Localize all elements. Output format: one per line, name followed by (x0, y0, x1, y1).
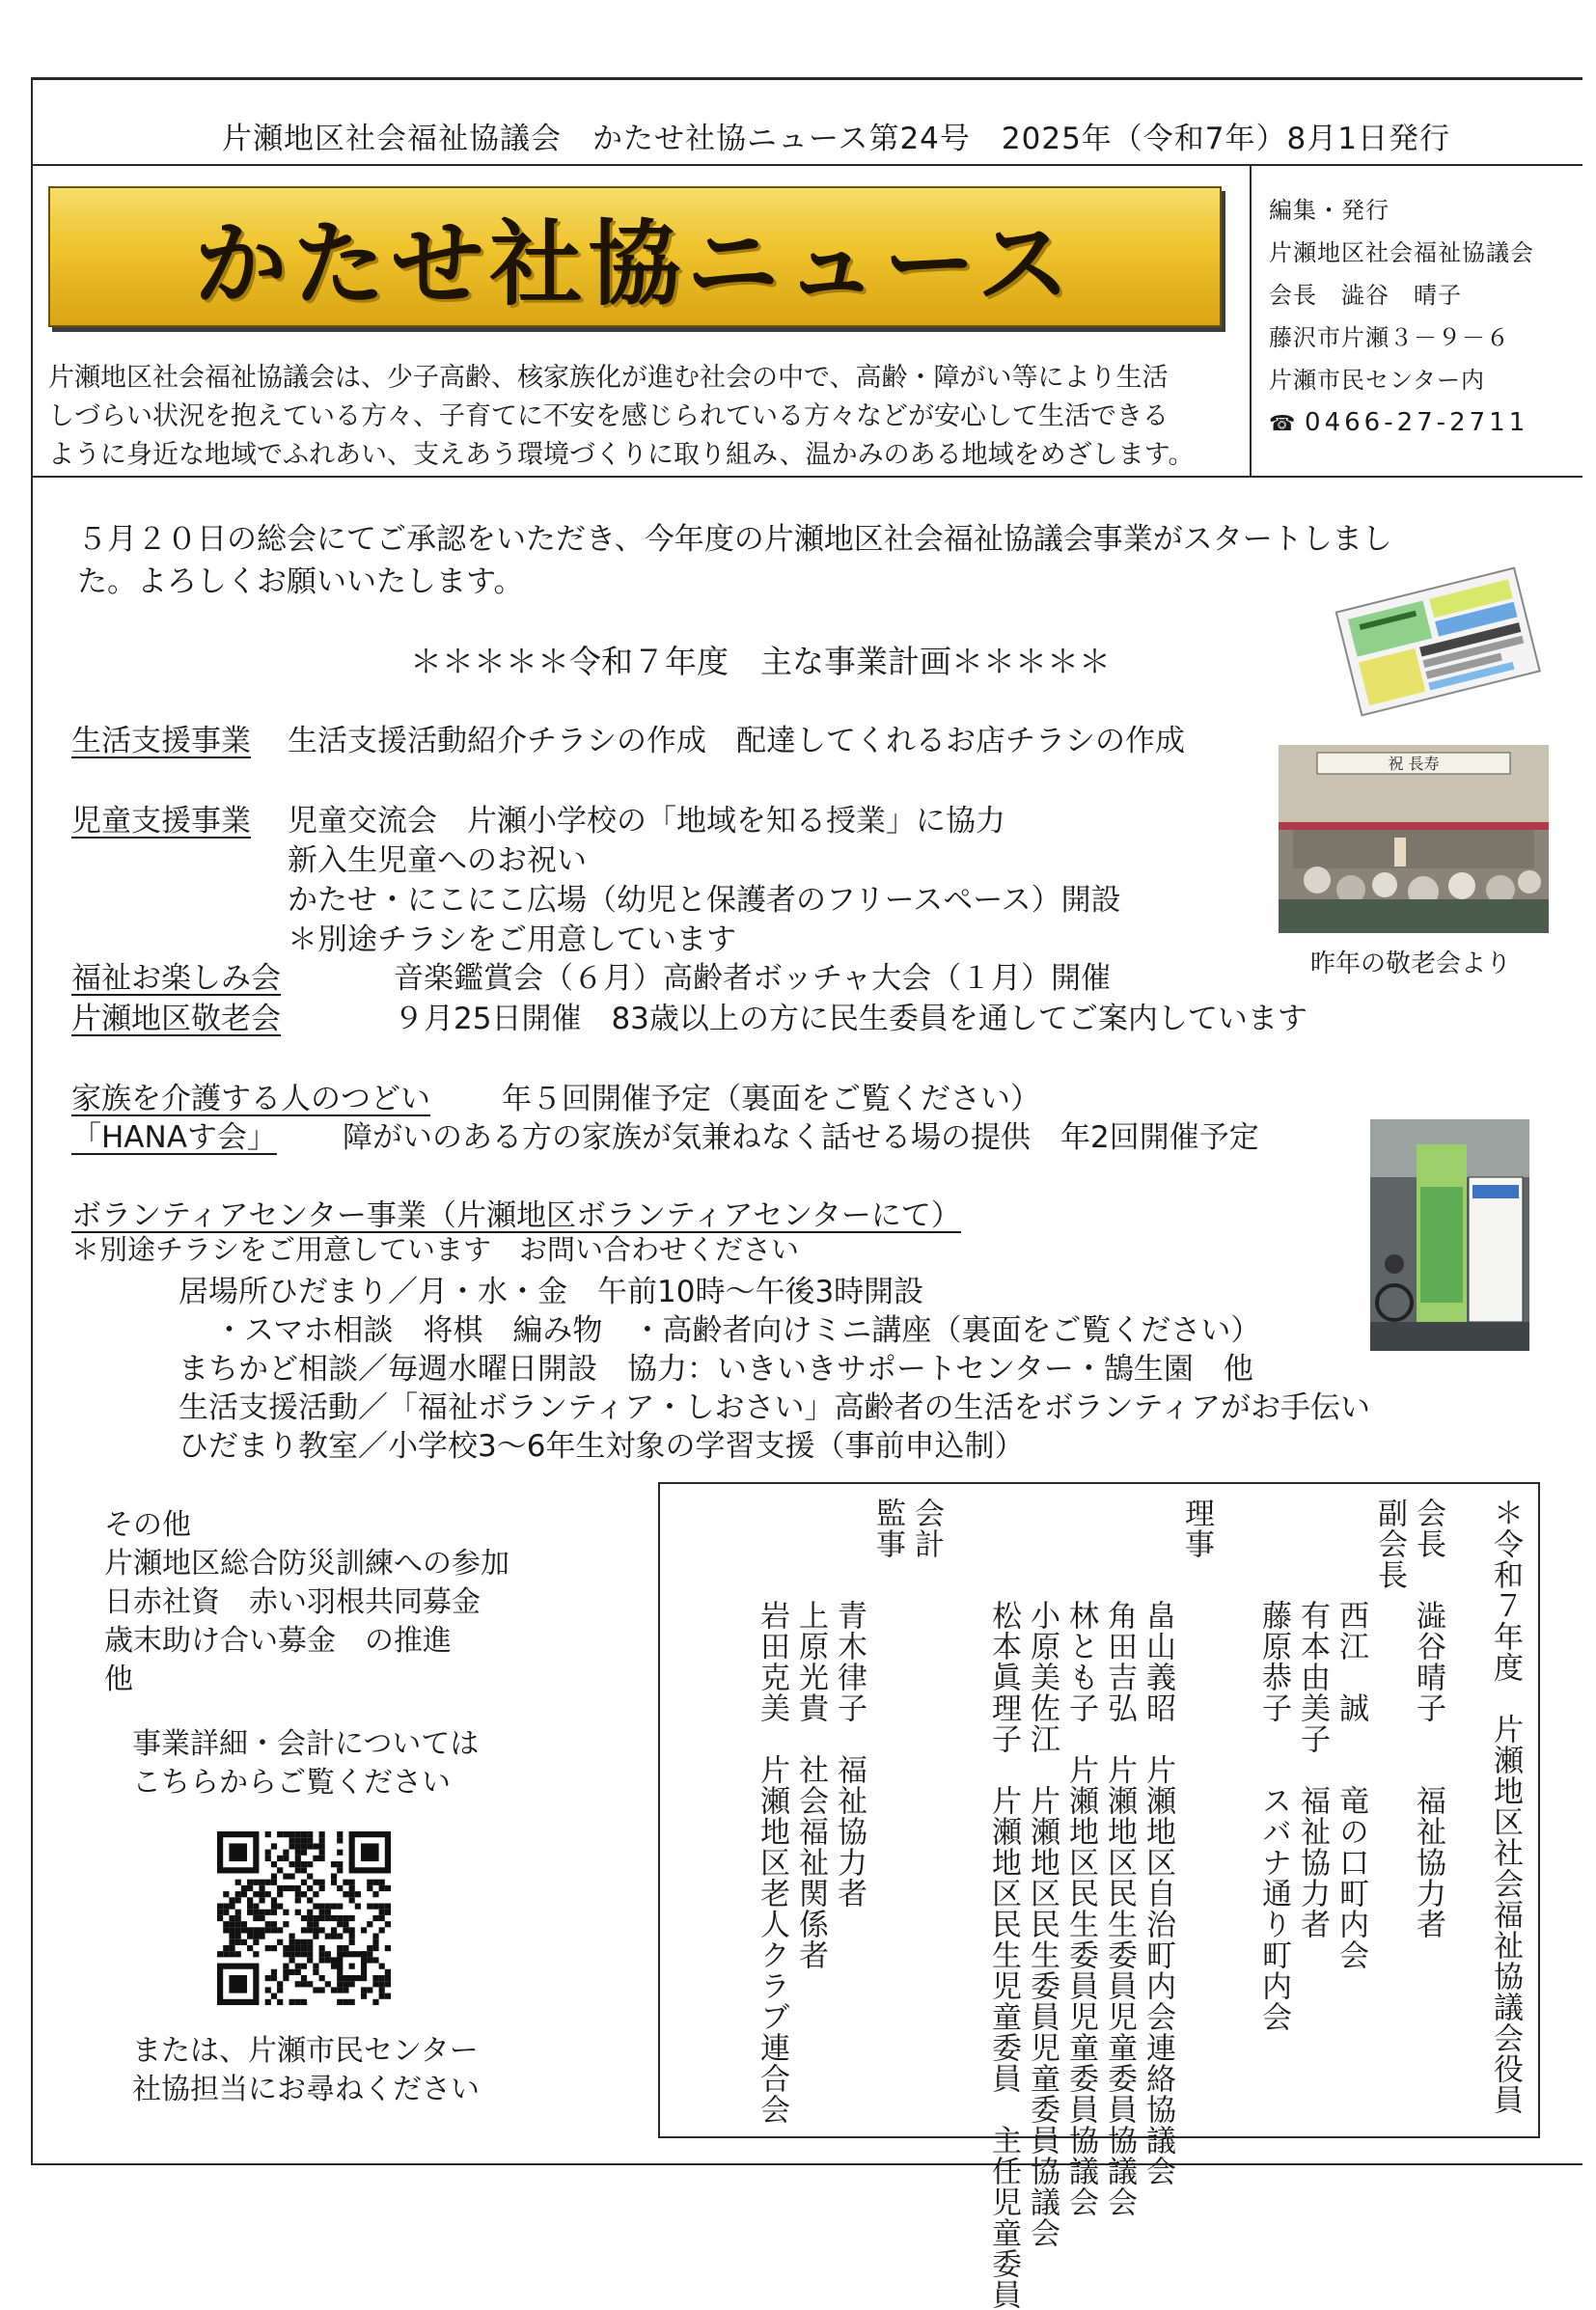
publisher-phone-row (1269, 401, 1534, 446)
mission-statement (48, 359, 1221, 475)
child-support-title: 児童支援事業 (71, 804, 251, 839)
mission-line: しづらい状況を抱えている方々、子育てに不安を感じられている方々などが安心して生活できる (48, 401, 1169, 431)
officer-director: 小原美佐江 片瀬地区民生委員児童委員協議会 (1025, 1600, 1059, 2248)
child-support-line: ＊別途チラシをご用意しています (288, 922, 736, 957)
officer-role-auditor: 監事 (870, 1498, 905, 1559)
volunteer-line: ＊別途チラシをご用意しています お問い合わせください (71, 1233, 800, 1266)
volunteer-line: ひだまり教室／小学校3～6年生対象の学習支援（事前申込制） (179, 1429, 1025, 1464)
life-support-text: 生活支援活動紹介チラシの作成 配達してくれるお店チラシの作成 (288, 724, 1185, 758)
officer-role-vice: 副会長 (1372, 1498, 1407, 1590)
left-border (31, 77, 33, 2165)
elderly-respect-title: 片瀬地区敬老会 (71, 1002, 281, 1036)
others-line: その他 (104, 1508, 191, 1542)
top-border (31, 77, 1582, 80)
others-line: 他 (104, 1663, 133, 1696)
officer-chair: 澁谷晴子 福祉協力者 (1411, 1600, 1445, 1939)
officer-role-accounting: 会計 (909, 1498, 944, 1559)
publisher-label: 編集・発行 (1269, 197, 1390, 224)
details-note-line: 事業詳細・会計については (132, 1727, 480, 1761)
plan-heading: ＊＊＊＊＊令和７年度 主な事業計画＊＊＊＊＊ (410, 643, 1111, 680)
publisher-address: 藤沢市片瀬３－９－６ (1269, 324, 1510, 351)
contact-note-line: 社協担当にお尋ねください (132, 2073, 480, 2106)
event-banner-text: 祝 長寿 (1388, 755, 1440, 773)
officers-box (658, 1482, 1540, 2310)
flyers-photo (1322, 562, 1554, 721)
volunteer-line: 居場所ひだまり／月・水・金 午前10時～午後3時開設 (179, 1275, 924, 1309)
details-note-line: こちらからご覧ください (132, 1766, 451, 1800)
contact-note-line: または、片瀬市民センター (132, 2034, 479, 2068)
officer-vice: 有本由美子 福祉協力者 (1295, 1600, 1330, 1939)
officer-vice: 西江 誠 竜の口町内会 (1334, 1600, 1368, 1970)
officer-director: 松本眞理子 片瀬地区民生児童委員 主任児童委員 (986, 1600, 1021, 2310)
volunteer-center-photo (1370, 1119, 1529, 1351)
publisher-chair: 会長 澁谷 晴子 (1269, 282, 1462, 309)
others-line: 片瀬地区総合防災訓練への参加 (104, 1547, 509, 1581)
officer-role-chair: 会長 (1411, 1498, 1445, 1559)
officer-vice: 藤原恭子 スバナ通り町内会 (1256, 1600, 1291, 2032)
others-line: 歳末助け合い募金 の推進 (104, 1624, 452, 1658)
volunteer-line: まちかど相談／毎週水曜日開設 協力：いきいきサポートセンター・鵠生園 他 (179, 1352, 1253, 1387)
publisher-info (1269, 189, 1534, 446)
intro-line: ５月２０日の総会にてご承認をいただき、今年度の片瀬地区社会福祉協議会事業がスタートしまし (77, 522, 1392, 557)
mission-line: 片瀬地区社会福祉協議会は、少子高齢、核家族化が進む社会の中で、高齢・障がい等により生活 (48, 363, 1169, 393)
officer-director: 林とも子 片瀬地区民生委員児童委員協議会 (1063, 1600, 1098, 2217)
masthead-divider (31, 476, 1582, 478)
bottom-border (31, 2163, 1582, 2165)
header-divider (31, 164, 1582, 166)
fun-event-text: 音楽鑑賞会（６月）高齢者ボッチャ大会（１月）開催 (394, 961, 1112, 996)
child-support-line: 児童交流会 片瀬小学校の「地域を知る授業」に協力 (288, 804, 1005, 839)
mission-line: ように身近な地域でふれあい、支えあう環境づくりに取り組み、温かみのある地域をめざします。 (48, 440, 1195, 470)
qr-code[interactable] (217, 1831, 391, 2005)
volunteer-line: 生活支援活動／「福祉ボランティア・しおさい」高齢者の生活をボランティアがお手伝い (179, 1390, 1371, 1425)
publisher-building: 片瀬市民センター内 (1269, 367, 1486, 394)
newsletter-title: かたせ社協ニュース (194, 209, 1076, 318)
publisher-org: 片瀬地区社会福祉協議会 (1269, 239, 1534, 266)
caregivers-title: 家族を介護する人のつどい (71, 1082, 430, 1116)
publisher-phone: 0466-27-2711 (1305, 408, 1529, 437)
volunteer-line: ・スマホ相談 将棋 編み物 ・高齢者向けミニ講座（裏面をご覧ください） (214, 1313, 1261, 1348)
intro-line: た。よろしくお願いいたします。 (77, 564, 524, 599)
elderly-respect-text: ９月25日開催 83歳以上の方に民生委員を通してご案内しています (394, 1002, 1307, 1036)
volunteer-title: ボランティアセンター事業（片瀬地区ボランティアセンターにて） (71, 1198, 961, 1233)
telephone-icon: ☎ (1269, 412, 1297, 436)
event-photo (1279, 745, 1549, 933)
masthead-column-divider (1250, 164, 1252, 478)
child-support-line: 新入生児童へのお祝い (288, 843, 587, 878)
others-line: 日赤社資 赤い羽根共同募金 (104, 1585, 481, 1619)
title-banner (48, 186, 1222, 327)
officer-accounting-auditor: 岩田克美 片瀬地区老人クラブ連合会 (755, 1600, 789, 2125)
officer-director: 角田吉弘 片瀬地区民生委員児童委員協議会 (1102, 1600, 1137, 2217)
life-support-title: 生活支援事業 (71, 724, 251, 758)
hana-text: 障がいのある方の家族が気兼ねなく話せる場の提供 年2回開催予定 (343, 1120, 1259, 1155)
issue-header: 片瀬地区社会福祉協議会 かたせ社協ニュース第24号 2025年（令和7年）8月1日発行 (222, 122, 1450, 156)
child-support-line: かたせ・にこにこ広場（幼児と保護者のフリースペース）開設 (288, 883, 1121, 918)
hana-title: 「HANAす会」 (71, 1120, 277, 1155)
officer-role-director: 理事 (1179, 1498, 1214, 1559)
caregivers-text: 年５回開催予定（裏面をご覧ください） (502, 1082, 1040, 1116)
officers-heading: ＊令和７年度 片瀬地区社会福祉協議会役員 (1488, 1498, 1523, 2115)
officer-accounting-auditor: 青木律子 福祉協力者 (832, 1600, 867, 1909)
fun-event-title: 福祉お楽しみ会 (71, 961, 281, 996)
officer-director: 畠山義昭 片瀬地区自治町内会連絡協議会 (1141, 1600, 1175, 2186)
photo-caption: 昨年の敬老会より (1310, 949, 1512, 978)
officer-accounting-auditor: 上原光貴 社会福祉関係者 (793, 1600, 828, 1970)
